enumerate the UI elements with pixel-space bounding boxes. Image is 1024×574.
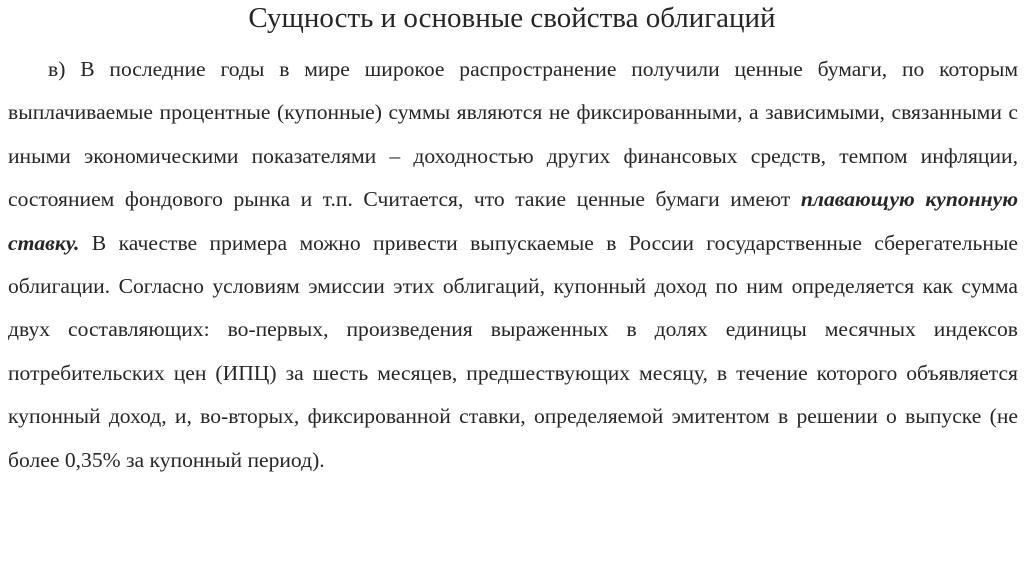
slide-title: Сущность и основные свойства облигаций bbox=[248, 2, 776, 34]
body-paragraph bbox=[8, 48, 1018, 482]
paragraph-text-before: в) В последние годы в мире широкое распространение получили ценные бумаги, по которым выплачиваемые процентные (купонные) суммы являются не фиксированными, а зависимыми, связанными с иными экономическими показателями – доходностью других финансовых средств, темпом инфляции, состоянием фондового рынка и т.п. Считается, что такие ценные бумаги имеют bbox=[8, 57, 1018, 212]
emphasized-term: плавающую купонную ставку. bbox=[8, 187, 1018, 255]
paragraph-text-after: В качестве примера можно привести выпускаемые в России государственные сберегательные облигации. Согласно условиям эмиссии этих облигаций, купонный доход по ним определяется как сумма двух составляющих: во-первых, произведения выраженных в долях единицы месячных индексов потребительских цен (ИПЦ) за шесть месяцев, предшествующих месяцу, в течение которого объявляется купонный доход, и, во-вторых, фиксированной ставки, определяемой эмитентом в решении о выпуске (не более 0,35% за купонный период). bbox=[8, 230, 1018, 472]
